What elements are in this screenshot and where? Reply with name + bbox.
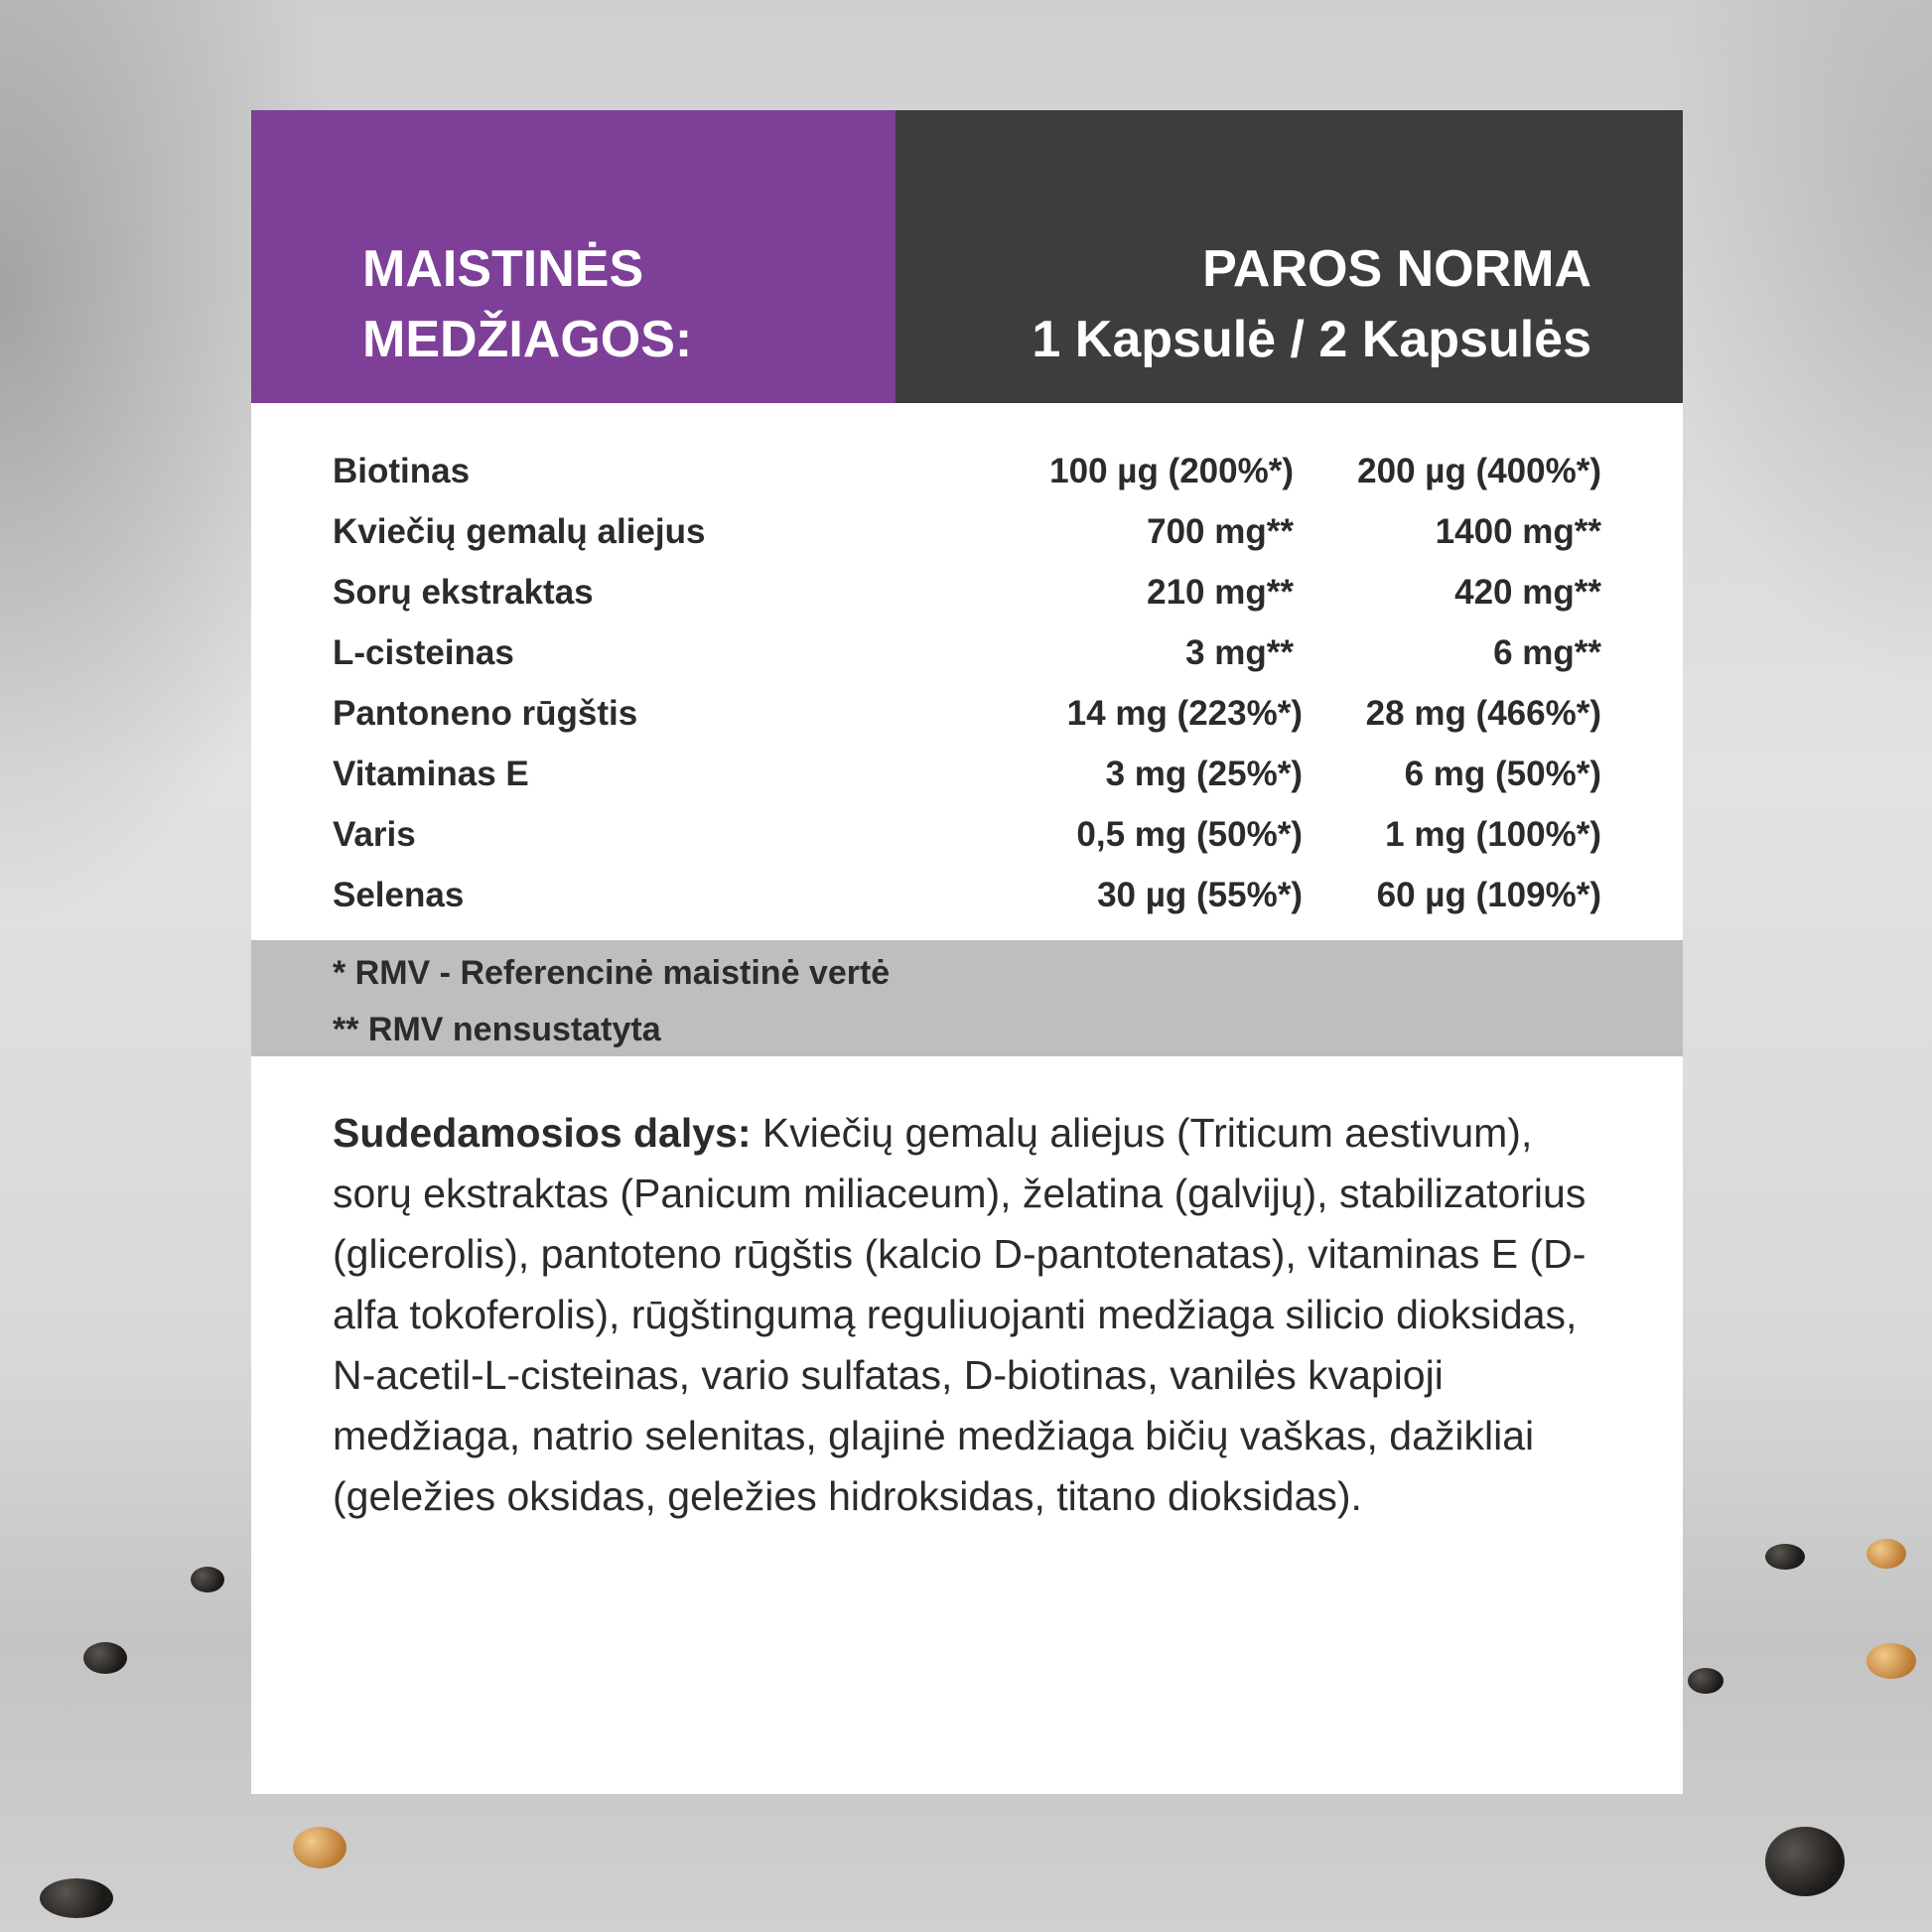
table-row — [251, 438, 1683, 498]
nutrient-name: Kviečių gemalų aliejus — [333, 512, 706, 551]
nutrient-one-capsule: 3 mg (25%*) — [1105, 755, 1303, 793]
header-right-line1: PAROS NORMA — [1202, 240, 1591, 298]
background-seed — [293, 1827, 346, 1868]
background-seed — [1765, 1827, 1845, 1896]
nutrient-one-capsule: 0,5 mg (50%*) — [1076, 815, 1303, 854]
table-row — [251, 559, 1683, 620]
nutrient-two-capsules: 6 mg** — [1493, 633, 1601, 672]
nutrient-one-capsule: 100 µg (200%*) — [1049, 452, 1294, 490]
footnotes-band — [251, 940, 1683, 1056]
nutrient-two-capsules: 28 mg (466%*) — [1365, 694, 1601, 733]
nutrient-name: Selenas — [333, 876, 465, 914]
ingredients-text: Kviečių gemalų aliejus (Triticum aestivum), sorų ekstraktas (Panicum miliaceum), želatina (galvijų), stabilizatorius (glicerolis), pantoteno rūgštis (kalcio D-pantotenatas), vitaminas E (D-alfa tokoferolis), rūgštingumą reguliuojanti medžiaga silicio dioksidas, N-acetil-L-cisteinas, vario sulfatas, D-biotinas, vanilės kvapioji medžiaga, natrio selenitas, glajinė medžiaga bičių vaškas, dažikliai (geležies oksidas, geležies hidroksidas, titano dioksidas). — [333, 1110, 1587, 1519]
table-header — [251, 110, 1683, 403]
nutrition-card — [251, 110, 1683, 1794]
nutrient-one-capsule: 30 µg (55%*) — [1097, 876, 1303, 914]
header-left-panel — [251, 110, 896, 403]
background-seed — [1688, 1668, 1724, 1694]
nutrient-name: Vitaminas E — [333, 755, 529, 793]
nutrient-two-capsules: 1 mg (100%*) — [1385, 815, 1601, 854]
background-seed — [1765, 1544, 1805, 1570]
nutrient-name: Sorų ekstraktas — [333, 573, 594, 612]
nutrient-two-capsules: 420 mg** — [1454, 573, 1601, 612]
table-row — [251, 862, 1683, 922]
nutrient-two-capsules: 6 mg (50%*) — [1404, 755, 1601, 793]
nutrient-one-capsule: 210 mg** — [1147, 573, 1294, 612]
header-left-line1: MAISTINĖS — [362, 240, 644, 298]
header-right-panel — [896, 110, 1683, 403]
nutrient-name: Biotinas — [333, 452, 471, 490]
nutrient-one-capsule: 14 mg (223%*) — [1066, 694, 1303, 733]
background-seed — [1866, 1539, 1906, 1569]
header-left-line2: MEDŽIAGOS: — [362, 311, 693, 368]
ingredients-paragraph — [333, 1103, 1613, 1527]
footnote-rmv-not-set: ** RMV nensustatyta — [333, 1011, 661, 1048]
background-seed — [191, 1567, 224, 1592]
table-row — [251, 801, 1683, 862]
nutrient-two-capsules: 1400 mg** — [1435, 512, 1601, 551]
nutrient-two-capsules: 200 µg (400%*) — [1357, 452, 1601, 490]
header-daily-dose-title — [1032, 234, 1591, 375]
background-seed — [40, 1878, 113, 1918]
nutrient-two-capsules: 60 µg (109%*) — [1376, 876, 1601, 914]
nutrient-name: Varis — [333, 815, 416, 854]
table-row — [251, 741, 1683, 801]
table-row — [251, 498, 1683, 559]
footnote-rmv: * RMV - Referencinė maistinė vertė — [333, 954, 891, 992]
table-row — [251, 620, 1683, 680]
header-right-line2: 1 Kapsulė / 2 Kapsulės — [1032, 311, 1591, 368]
nutrient-name: L-cisteinas — [333, 633, 514, 672]
header-nutrients-title — [362, 234, 692, 375]
ingredients-label: Sudedamosios dalys: — [333, 1110, 752, 1156]
background-seed — [1866, 1643, 1916, 1679]
nutrient-one-capsule: 700 mg** — [1147, 512, 1294, 551]
nutrient-one-capsule: 3 mg** — [1185, 633, 1294, 672]
background-seed — [83, 1642, 127, 1674]
nutrient-name: Pantoneno rūgštis — [333, 694, 638, 733]
table-row — [251, 680, 1683, 741]
